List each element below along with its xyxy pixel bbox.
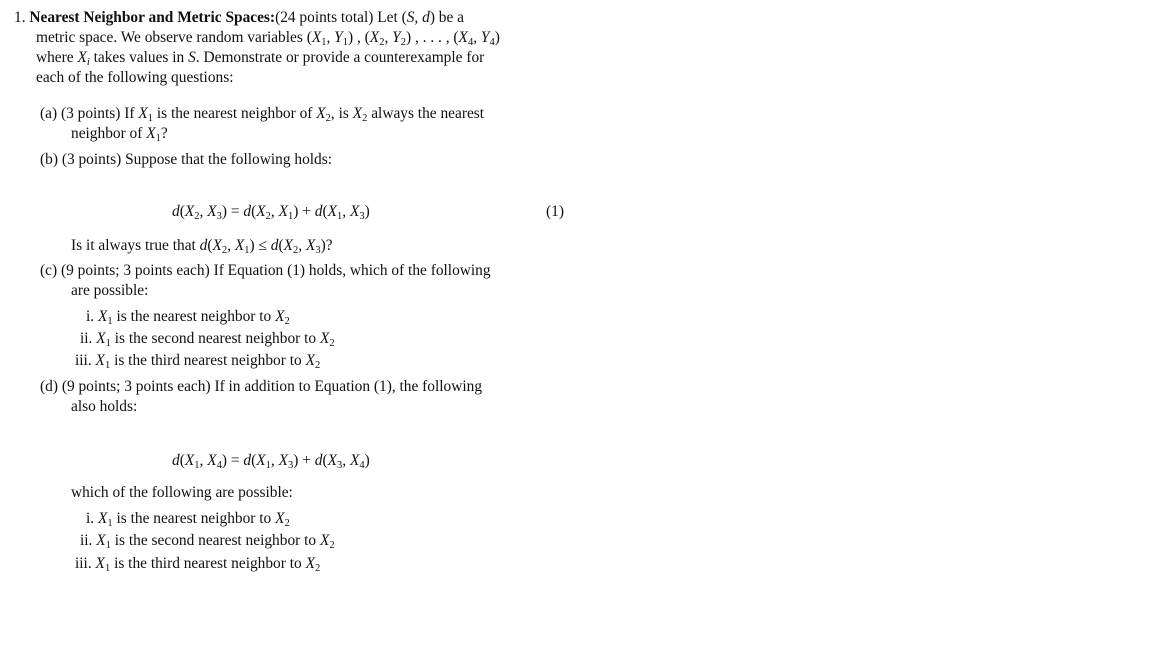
part-b-points: (3 points) xyxy=(61,151,122,168)
part-c-label: (c) xyxy=(40,262,58,279)
part-a-points: (3 points) xyxy=(60,105,121,122)
option-text: is the nearest neighbor to xyxy=(116,510,272,527)
part-d-option-iii: iii. $X_1$ is the third nearest neighbor to $X_2$ xyxy=(75,555,321,574)
part-c-option-ii: ii. $X_1$ is the second nearest neighbor to $X_2$ xyxy=(80,330,335,349)
part-c xyxy=(40,261,491,281)
part-d-text: If in addition to Equation (1), the following xyxy=(214,378,483,395)
intro-line-2: metric space. We observe random variables ($X_1$, $Y_1$) , ($X_2$, $Y_2$) , . . . , ($X_4$, $Y_4$) xyxy=(36,29,500,48)
equation-1: $d(X_2$, $X_3) = d(X_2$, $X_1) + d(X_1$, $X_3$) xyxy=(172,203,370,222)
part-a-label: (a) xyxy=(40,105,58,122)
part-b-intro: Suppose that the following holds: xyxy=(125,151,333,168)
option-text: is the third nearest neighbor to xyxy=(114,555,302,572)
problem-number: 1. xyxy=(14,9,26,26)
roman-ii: ii. xyxy=(80,330,93,347)
intro-line-4: each of the following questions: xyxy=(36,69,234,86)
roman-i: i. xyxy=(86,510,95,527)
problem-heading: Nearest Neighbor and Metric Spaces: xyxy=(29,9,276,26)
part-d-option-i: i. $X_1$ is the nearest neighbor to $X_2$ xyxy=(86,510,290,529)
part-d-points: (9 points; 3 points each) xyxy=(61,378,211,395)
equation-2: $d(X_1$, $X_4) = d(X_1$, $X_3) + d(X_3$, $X_4$) xyxy=(172,452,370,471)
intro-line-3: where $X_i$ takes values in S. Demonstrate or provide a counterexample for xyxy=(36,49,485,68)
part-c-option-iii: iii. $X_1$ is the third nearest neighbor to $X_2$ xyxy=(75,352,321,371)
part-c-text: If Equation (1) holds, which of the following xyxy=(213,262,491,279)
option-text: is the second nearest neighbor to xyxy=(114,330,317,347)
part-b-question: Is it always true that $d(X_2$, $X_1) \le d(X_2$, $X_3$)? xyxy=(71,237,333,256)
option-text: is the second nearest neighbor to xyxy=(114,532,317,549)
option-text: is the third nearest neighbor to xyxy=(114,352,302,369)
part-d-label: (d) xyxy=(40,378,58,395)
roman-iii: iii. xyxy=(75,352,92,369)
part-d-line-3: which of the following are possible: xyxy=(71,484,293,501)
option-text: is the nearest neighbor to xyxy=(116,308,272,325)
part-d-line-2: also holds: xyxy=(71,398,138,415)
problem-points: (24 points total) xyxy=(275,9,374,26)
part-b-label: (b) xyxy=(40,151,58,168)
roman-ii: ii. xyxy=(80,532,93,549)
part-c-line-2: are possible: xyxy=(71,282,149,299)
part-c-option-i: i. $X_1$ is the nearest neighbor to $X_2$ xyxy=(86,308,290,327)
part-c-points: (9 points; 3 points each) xyxy=(60,262,210,279)
part-d-option-ii: ii. $X_1$ is the second nearest neighbor to $X_2$ xyxy=(80,532,335,551)
part-d xyxy=(40,377,482,397)
roman-iii: iii. xyxy=(75,555,92,572)
part-a-line-2: neighbor of $X_1$? xyxy=(71,125,168,144)
roman-i: i. xyxy=(86,308,95,325)
part-b xyxy=(40,150,332,170)
intro-line-1: 1. Nearest Neighbor and Metric Spaces:(24 points total) Let (S, d) be a xyxy=(14,9,465,26)
equation-number: (1) xyxy=(546,203,564,220)
part-a: (a) (3 points) If $X_1$ is the nearest neighbor of $X_2$, is $X_2$ always the nearest xyxy=(40,105,485,124)
